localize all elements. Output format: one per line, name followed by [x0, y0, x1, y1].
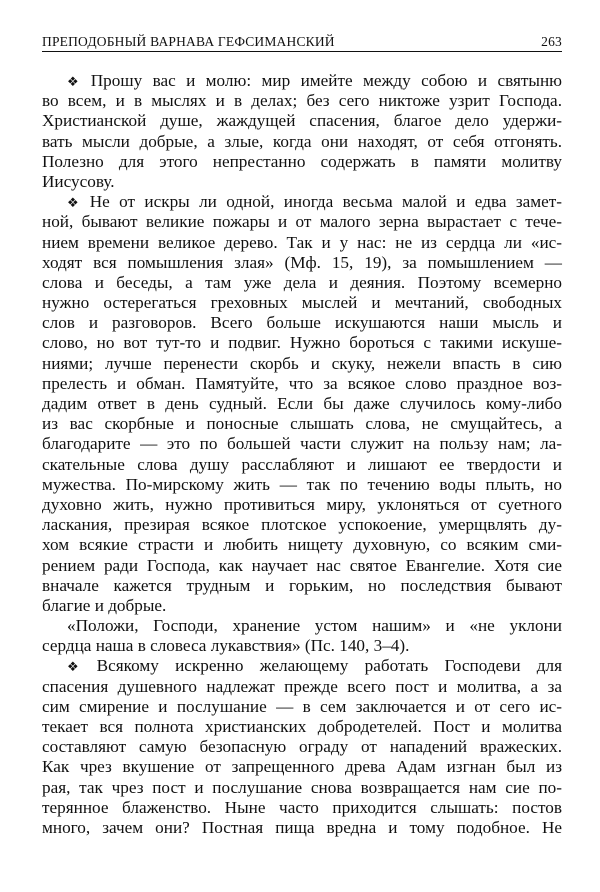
text-line [42, 152, 562, 172]
text-line [42, 495, 562, 515]
text-line [42, 798, 562, 818]
page-number: 263 [541, 34, 562, 49]
text-line [42, 253, 562, 273]
line-text: спасения душевного надлежат прежде всего пост и молитва, а за [42, 676, 562, 696]
line-text: ниями; лучше перенести скорбь и скуку, нежели впасть в сию [42, 353, 562, 373]
line-text: благие и добрые. [42, 595, 167, 615]
line-text: ласкания, презирая всякое плотское успокоение, умерщвлять ду- [42, 515, 562, 535]
line-text: вать мысли добрые, а злые, когда они находят, от себя отгонять. [42, 131, 562, 151]
text-line [42, 111, 562, 131]
line-text: Как чрез вкушение от запрещенного древа Адам изгнан был из [42, 757, 562, 777]
paragraph [42, 656, 562, 838]
text-line [42, 192, 562, 212]
line-text: текает вся полнота христианских добродетелей. Пост и молитва [42, 717, 562, 736]
line-text: «Положи, Господи, хранение устом нашим» и «не уклони [67, 616, 562, 636]
line-text: Всякому искренно желающему работать Господеви для [96, 656, 562, 676]
line-text: вначале кажется трудным и горьким, но последствия бывают [42, 575, 562, 595]
line-text: Христианской душе, жаждущей спасения, благое дело удержи- [42, 111, 562, 131]
running-header [42, 33, 562, 52]
text-line [42, 172, 562, 192]
text-line [42, 333, 562, 353]
text-line [42, 616, 562, 636]
text-line [42, 233, 562, 253]
text-line [42, 91, 562, 111]
line-text: во всем, и в мыслях и в делах; без сего никтоже узрит Господа. [42, 91, 562, 111]
line-text: терянное блаженство. Ныне часто приходится слышать: постов [42, 797, 562, 817]
text-line [42, 757, 562, 777]
text-line [42, 374, 562, 394]
fleuron-bullet-icon: ❖ [67, 659, 91, 675]
line-text: из вас скорбные и поносные слышать слова, не смущайтесь, а [42, 414, 562, 434]
text-line [42, 677, 562, 697]
text-line [42, 818, 562, 838]
line-text: мужества. По-мирскому жить — так по течению воды плыть, но [42, 474, 562, 494]
text-line [42, 515, 562, 535]
line-text: ходят вся помышления злая» (Мф. 15, 19), за помышлением — [42, 252, 562, 272]
line-text: духовно жить, нужно противиться миру, уклоняться от суетного [42, 494, 562, 514]
text-line [42, 313, 562, 333]
line-text: слов и разговоров. Всего больше искушаются наши мысль и [42, 313, 562, 333]
line-text: благодарите — это по большей части служит на пользу нам; ла- [42, 434, 562, 454]
text-line [42, 293, 562, 313]
fleuron-bullet-icon: ❖ [67, 195, 84, 211]
text-line [42, 535, 562, 555]
text-line [42, 132, 562, 152]
text-line [42, 636, 562, 656]
line-text: прелесть и обман. Памятуйте, что за всякое слово праздное воз- [42, 373, 562, 393]
paragraph [42, 192, 562, 616]
text-line [42, 596, 562, 616]
text-line [42, 475, 562, 495]
line-text: Полезно для этого непрестанно содержать в памяти молитву [42, 151, 562, 171]
text-line [42, 414, 562, 434]
page-body [42, 71, 562, 838]
line-text: сердца наша в словеса лукавствия» (Пс. 140, 3–4). [42, 636, 410, 656]
line-text: слова и беседы, а там уже дела и деяния. Поэтому всемерно [42, 272, 562, 292]
text-line [42, 717, 562, 737]
line-text: Не от искры ли одной, иногда весьма малой и едва замет- [89, 192, 562, 212]
line-text: рением ради Господа, как научает нас святое Евангелие. Хотя сие [42, 555, 562, 575]
line-text: нужно остерегаться греховных мыслей и мечтаний, свободных [42, 293, 562, 313]
text-line [42, 778, 562, 798]
line-text: сим смирение и послушание — в сем заключается и от сего ис- [42, 696, 562, 716]
text-line [42, 434, 562, 454]
line-text: рая, так чрез пост и послушание снова возвращается нам сие по- [42, 777, 562, 797]
text-line [42, 697, 562, 717]
line-text: скательные слова душу расслабляют и лишают ее твердости и [42, 454, 562, 474]
text-line [42, 455, 562, 475]
line-text: ной, бывают великие пожары и от малого зерна вырастает с тече- [42, 212, 562, 232]
text-line [42, 71, 562, 91]
text-line [42, 354, 562, 374]
text-line [42, 556, 562, 576]
running-title: ПРЕПОДОБНЫЙ ВАРНАВА ГЕФСИМАНСКИЙ [42, 34, 335, 49]
line-text: дадим ответ в день судный. Если бы даже случилось кому-либо [42, 394, 562, 413]
line-text: составляют самую безопасную ограду от нападений вражеских. [42, 737, 562, 757]
text-line [42, 576, 562, 596]
line-text: много, зачем они? Постная пища вредна и тому подобное. Не [42, 817, 562, 837]
line-text: хом всякие страсти и любить нищету духовную, со всяким сми- [42, 535, 562, 555]
text-line [42, 737, 562, 757]
line-text: Иисусову. [42, 171, 115, 191]
paragraph [42, 71, 562, 192]
fleuron-bullet-icon: ❖ [67, 74, 85, 89]
line-text: нием времени великое дерево. Так и у нас: не из сердца ли «ис- [42, 232, 562, 252]
line-text: Прошу вас и молю: мир имейте между собою и святыню [90, 71, 562, 90]
text-line [42, 394, 562, 414]
paragraph [42, 616, 562, 656]
text-line [42, 656, 562, 676]
line-text: слово, но вот тут-то и подвиг. Нужно бороться с такими искуше- [42, 333, 562, 353]
text-line [42, 273, 562, 293]
text-line [42, 212, 562, 232]
